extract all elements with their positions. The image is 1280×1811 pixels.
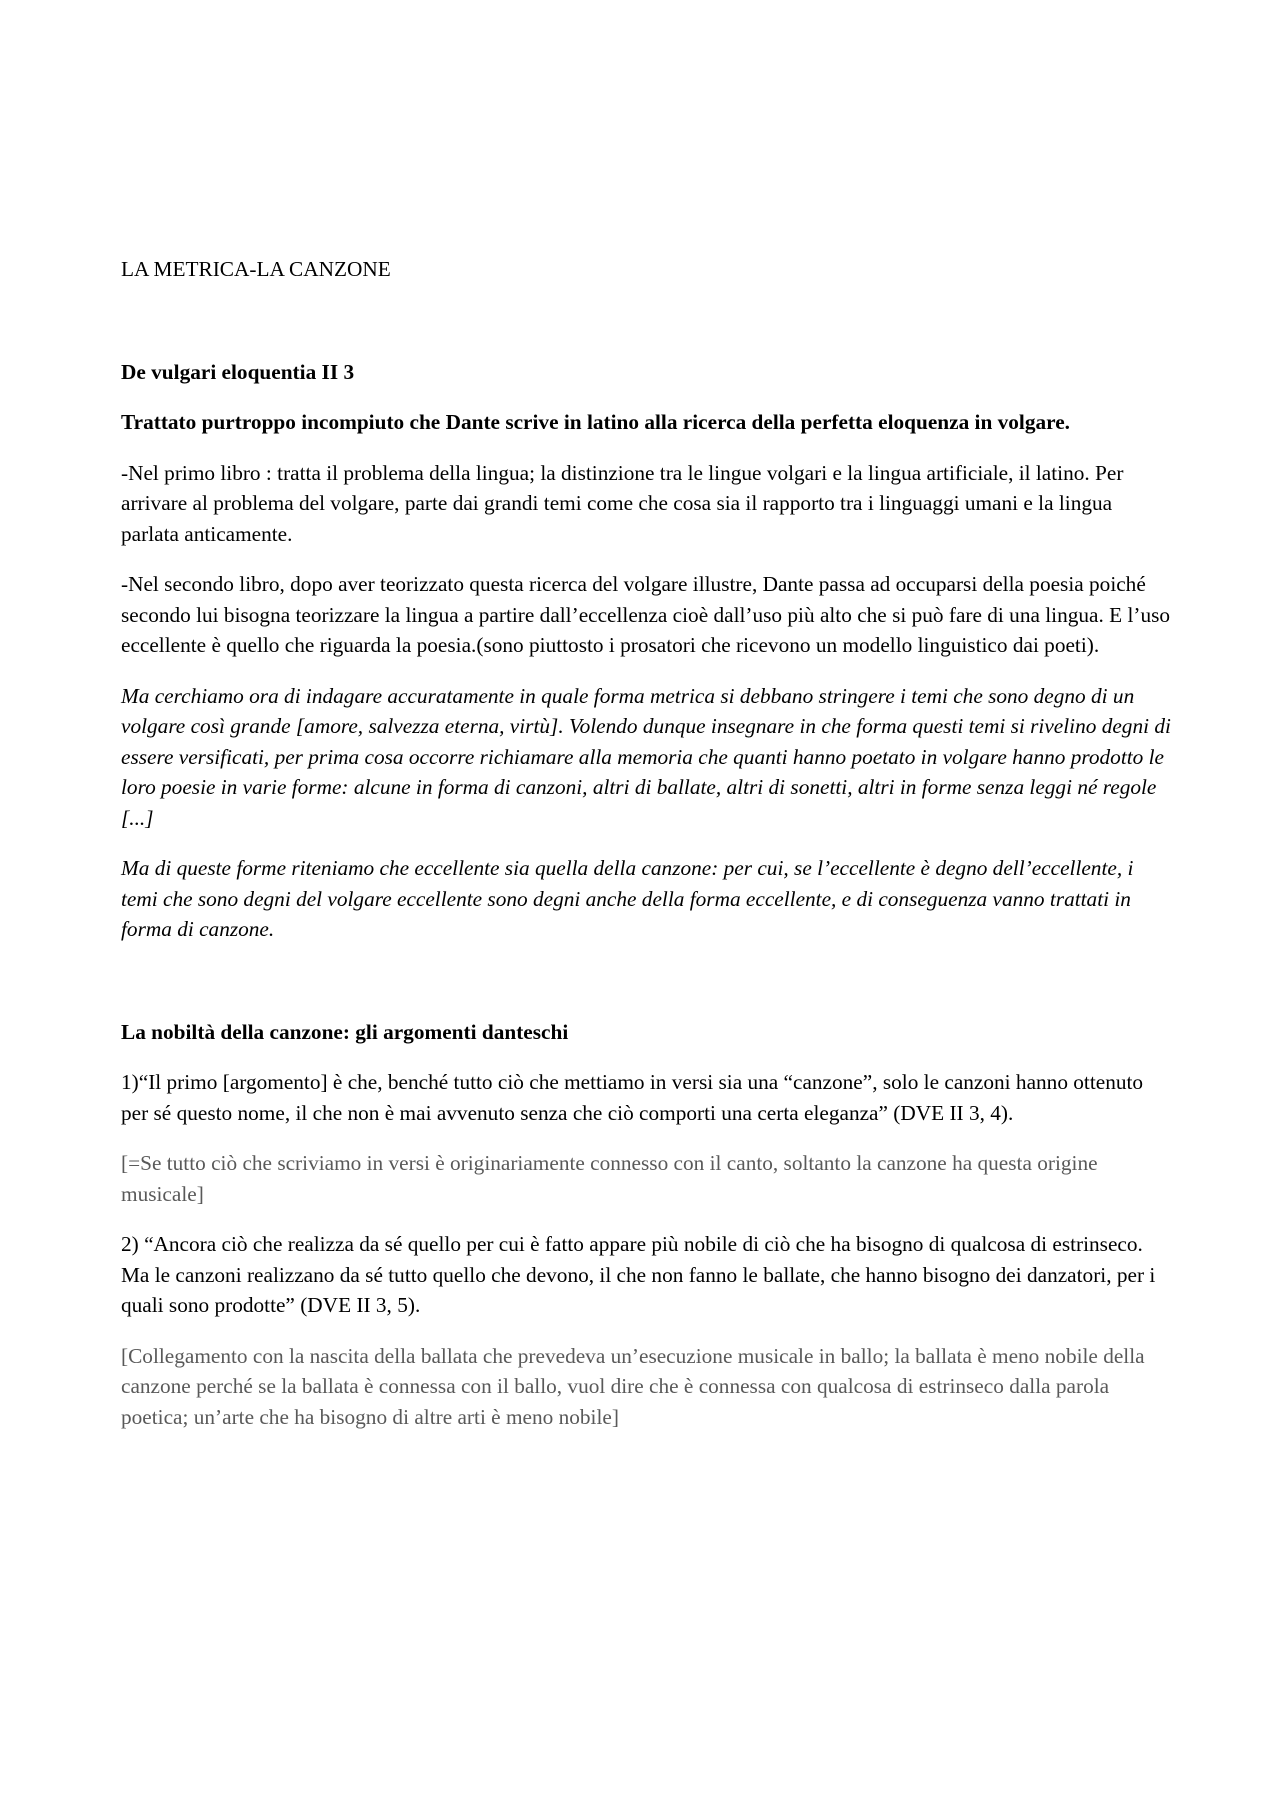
section-subheading-trattato: Trattato purtroppo incompiuto che Dante scrive in latino alla ricerca della perfetta eloquenza in volgare. <box>121 410 1070 434</box>
argument-1-text: 1)“Il primo [argomento] è che, benché tutto ciò che mettiamo in versi sia una “canzone”, solo le canzoni hanno ottenuto per sé questo nome, il che non è mai avvenuto senza che ciò comporti una certa eleganza” (DVE II 3, 4). <box>121 1070 1144 1125</box>
quote-forma-metrica: Ma cerchiamo ora di indagare accuratamente in quale forma metrica si debbano stringere i temi che sono degno di un volgare così grande [amore, salvezza eterna, virtù]. Volendo dunque insegnare in che forma questi temi si rivelino degni di essere versificati, per prima cosa occorre richiamare alla memoria che quanti hanno poetato in volgare hanno prodotto le loro poesie in varie forme: alcune in forma di canzoni, altri di ballate, altri di sonetti, altri in forme senza leggi né regole [...] <box>121 683 1171 830</box>
document-body <box>121 254 1171 1452</box>
section-heading-de-vulgari-eloquentia: De vulgari eloquentia II 3 <box>121 359 355 384</box>
quote-forma-canzone: Ma di queste forme riteniamo che eccellente sia quella della canzone: per cui, se l’eccellente è degno dell’eccellente, i temi che sono degni del volgare eccellente sono degni anche della forma eccellente, e di conseguenza vanno trattati in forma di canzone. <box>121 856 1134 941</box>
argument-2-text: 2) “Ancora ciò che realizza da sé quello per cui è fatto appare più nobile di ciò che ha bisogno di qualcosa di estrinseco. Ma le canzoni realizzano da sé tutto quello che devono, il che non fanno le ballate, che hanno bisogno dei danzatori, per i quali sono prodotte” (DVE II 3, 5). <box>121 1232 1156 1317</box>
document-title: LA METRICA-LA CANZONE <box>121 257 391 281</box>
argument-2-gloss: [Collegamento con la nascita della ballata che prevedeva un’esecuzione musicale in ballo; la ballata è meno nobile della canzone perché se la ballata è connessa con il ballo, vuol dire che è connessa con qualcosa di estrinseco dalla parola poetica; un’arte che ha bisogno di altre arti è meno nobile] <box>121 1343 1145 1429</box>
section-heading-nobilta-canzone: La nobiltà della canzone: gli argomenti danteschi <box>121 1019 569 1044</box>
paragraph-primo-libro: -Nel primo libro : tratta il problema della lingua; la distinzione tra le lingue volgari e la lingua artificiale, il latino. Per arrivare al problema del volgare, parte dai grandi temi come che cosa sia il rapporto tra i linguaggi umani e la lingua parlata anticamente. <box>121 460 1124 546</box>
paragraph-secondo-libro: -Nel secondo libro, dopo aver teorizzato questa ricerca del volgare illustre, Dante passa ad occuparsi della poesia poiché secondo lui bisogna teorizzare la lingua a partire dall’eccellenza cioè dall’uso più alto che si può fare di una lingua. E l’uso eccellente è quello che riguarda la poesia.(sono piuttosto i prosatori che ricevono un modello linguistico dai poeti). <box>121 572 1171 657</box>
argument-1-gloss: [=Se tutto ciò che scriviamo in versi è originariamente connesso con il canto, soltanto la canzone ha questa origine musicale] <box>121 1151 1098 1206</box>
